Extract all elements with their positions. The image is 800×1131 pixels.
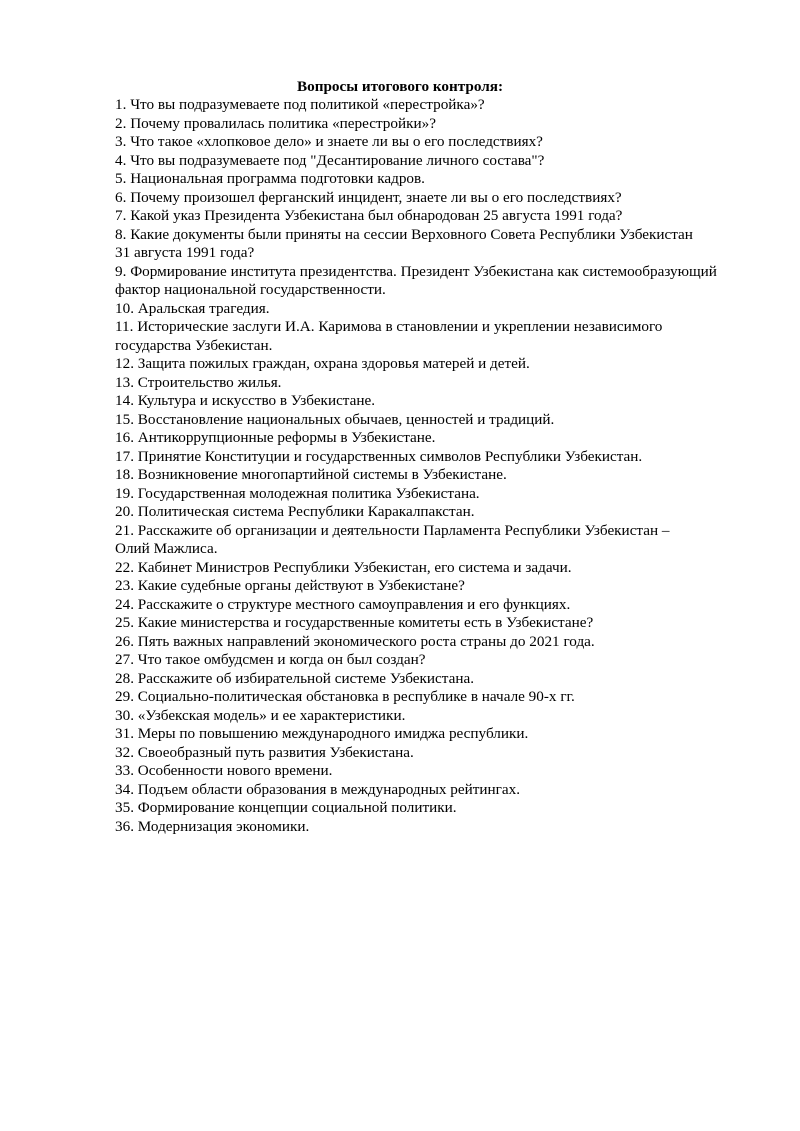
question-line: 33. Особенности нового времени. — [115, 762, 333, 779]
question-line: 36. Модернизация экономики. — [115, 817, 310, 835]
question-line: государства Узбекистан. — [115, 336, 273, 354]
question-line: 5. Национальная программа подготовки кадров. — [115, 170, 425, 187]
question-line: 24. Расскажите о структуре местного самоуправления и его функциях. — [115, 595, 571, 613]
question-line: 23. Какие судебные органы действуют в Узбекистане? — [115, 577, 465, 594]
question-line: 21. Расскажите об организации и деятельности Парламента Республики Узбекистан – — [115, 521, 670, 539]
question-line: 27. Что такое омбудсмен и когда он был создан? — [115, 651, 426, 668]
question-line: 19. Государственная молодежная политика Узбекистана. — [115, 484, 480, 502]
question-line: 6. Почему произошел ферганский инцидент, знаете ли вы о его последствиях? — [115, 188, 622, 206]
question-line: 1. Что вы подразумеваете под политикой «перестройка»? — [115, 96, 485, 113]
page-title: Вопросы итогового контроля: — [296, 78, 504, 95]
question-line: 7. Какой указ Президента Узбекистана был обнародован 25 августа 1991 года? — [115, 207, 623, 224]
question-line: 2. Почему провалилась политика «перестройки»? — [115, 114, 436, 132]
question-list — [115, 96, 755, 836]
question-line: 13. Строительство жилья. — [115, 373, 282, 391]
question-line: 4. Что вы подразумеваете под "Десантирование личного состава"? — [115, 151, 545, 169]
question-line: 15. Восстановление национальных обычаев, ценностей и традиций. — [115, 410, 555, 428]
question-line: 35. Формирование концепции социальной политики. — [115, 799, 457, 816]
question-line: 32. Своеобразный путь развития Узбекистана. — [115, 743, 414, 761]
question-line: 34. Подъем области образования в международных рейтингах. — [115, 780, 521, 798]
question-line: 30. «Узбекская модель» и ее характеристики. — [115, 706, 406, 724]
question-line: Олий Мажлиса. — [115, 540, 218, 557]
question-line: 29. Социально-политическая обстановка в республике в начале 90-х гг. — [115, 688, 575, 705]
question-line: 18. Возникновение многопартийной системы в Узбекистане. — [115, 466, 507, 483]
question-line: 8. Какие документы были приняты на сессии Верховного Совета Республики Узбекистан — [115, 225, 693, 243]
question-line: 28. Расскажите об избирательной системе Узбекистана. — [115, 669, 475, 687]
question-line: 31 августа 1991 года? — [115, 244, 255, 261]
question-line: 14. Культура и искусство в Узбекистане. — [115, 392, 376, 409]
question-line: 17. Принятие Конституции и государственных символов Республики Узбекистан. — [115, 447, 643, 465]
question-line: фактор национальной государственности. — [115, 281, 386, 298]
question-line: 25. Какие министерства и государственные комитеты есть в Узбекистане? — [115, 614, 594, 631]
question-line: 16. Антикоррупционные реформы в Узбекистане. — [115, 429, 436, 446]
question-line: 12. Защита пожилых граждан, охрана здоровья матерей и детей. — [115, 355, 530, 372]
question-line: 10. Аральская трагедия. — [115, 299, 270, 317]
question-line: 20. Политическая система Республики Каракалпакстан. — [115, 503, 475, 520]
question-line: 9. Формирование института президентства. Президент Узбекистана как системообразующий — [115, 262, 717, 280]
question-line: 11. Исторические заслуги И.А. Каримова в становлении и укреплении независимого — [115, 318, 663, 335]
question-line: 31. Меры по повышению международного имиджа республики. — [115, 725, 529, 742]
question-line: 3. Что такое «хлопковое дело» и знаете ли вы о его последствиях? — [115, 133, 543, 150]
question-line: 22. Кабинет Министров Республики Узбекистан, его система и задачи. — [115, 558, 572, 576]
question-line: 26. Пять важных направлений экономического роста страны до 2021 года. — [115, 632, 595, 650]
